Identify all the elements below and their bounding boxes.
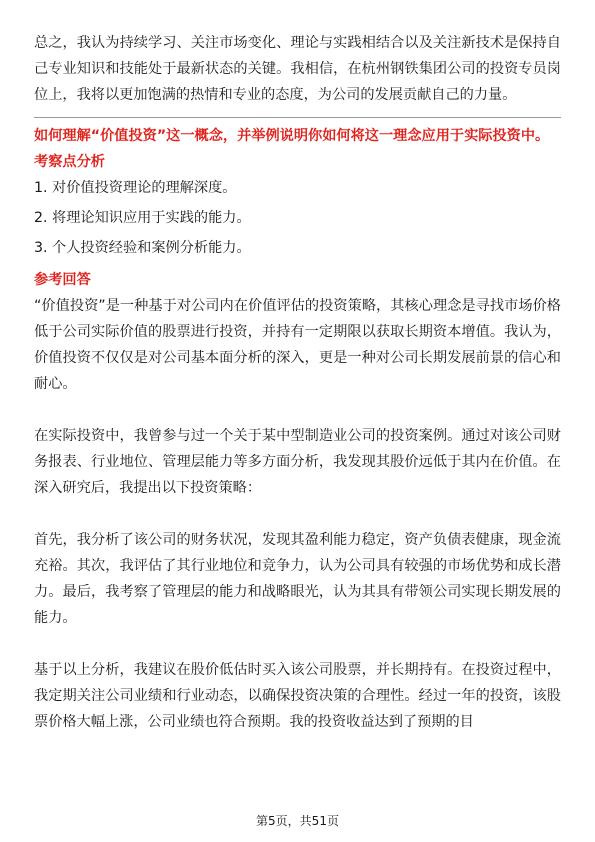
- list-item: 3. 个人投资经验和案例分析能力。: [34, 240, 251, 256]
- exam-points-list: [34, 175, 561, 265]
- answer-paragraph-1: “价值投资”是一种基于对公司内在价值评估的投资策略，其核心理念是寻找市场价格低于公司实际价值的股票进行投资，并持有一定期限以获取长期资本增值。我认为，价值投资不仅仅是对公司基本面分析的深入，更是一种对公司长期发展前景的信心和耐心。: [34, 298, 561, 392]
- reference-answer-title: 参考回答: [34, 272, 91, 288]
- section-divider: [34, 117, 561, 118]
- page-number: 第5页，共51页: [256, 814, 339, 828]
- list-item: 1. 对价值投资理论的理解深度。: [34, 180, 237, 196]
- answer-paragraph-4: 基于以上分析，我建议在股价低估时买入该公司股票，并长期持有。在投资过程中，我定期关注公司业绩和行业动态，以确保投资决策的合理性。经过一年的投资，该股票价格大幅上涨，公司业绩也符合预期。我的投资收益达到了预期的目: [34, 662, 561, 730]
- intro-paragraph: 总之，我认为持续学习、关注市场变化、理论与实践相结合以及关注新技术是保持自己专业知识和技能处于最新状态的关键。我相信，在杭州钢铁集团公司的投资专员岗位上，我将以更加饱满的热情和专业的态度，为公司的发展贡献自己的力量。: [34, 35, 561, 103]
- answer-paragraph-3: 首先，我分析了该公司的财务状况，发现其盈利能力稳定，资产负债表健康，现金流充裕。其次，我评估了其行业地位和竞争力，认为公司具有较强的市场优势和成长潜力。最后，我考察了管理层的能力和战略眼光，认为其具有带领公司实现长期发展的能力。: [34, 532, 561, 626]
- answer-paragraph-2: 在实际投资中，我曾参与过一个关于某中型制造业公司的投资案例。通过对该公司财务报表、行业地位、管理层能力等多方面分析，我发现其股价远低于其内在价值。在深入研究后，我提出以下投资策略：: [34, 428, 561, 496]
- interview-question: 如何理解“价值投资”这一概念，并举例说明你如何将这一理念应用于实际投资中。: [34, 128, 550, 144]
- exam-points-title: 考察点分析: [34, 154, 105, 170]
- document-page: [34, 30, 561, 735]
- list-item: 2. 将理论知识应用于实践的能力。: [34, 210, 251, 226]
